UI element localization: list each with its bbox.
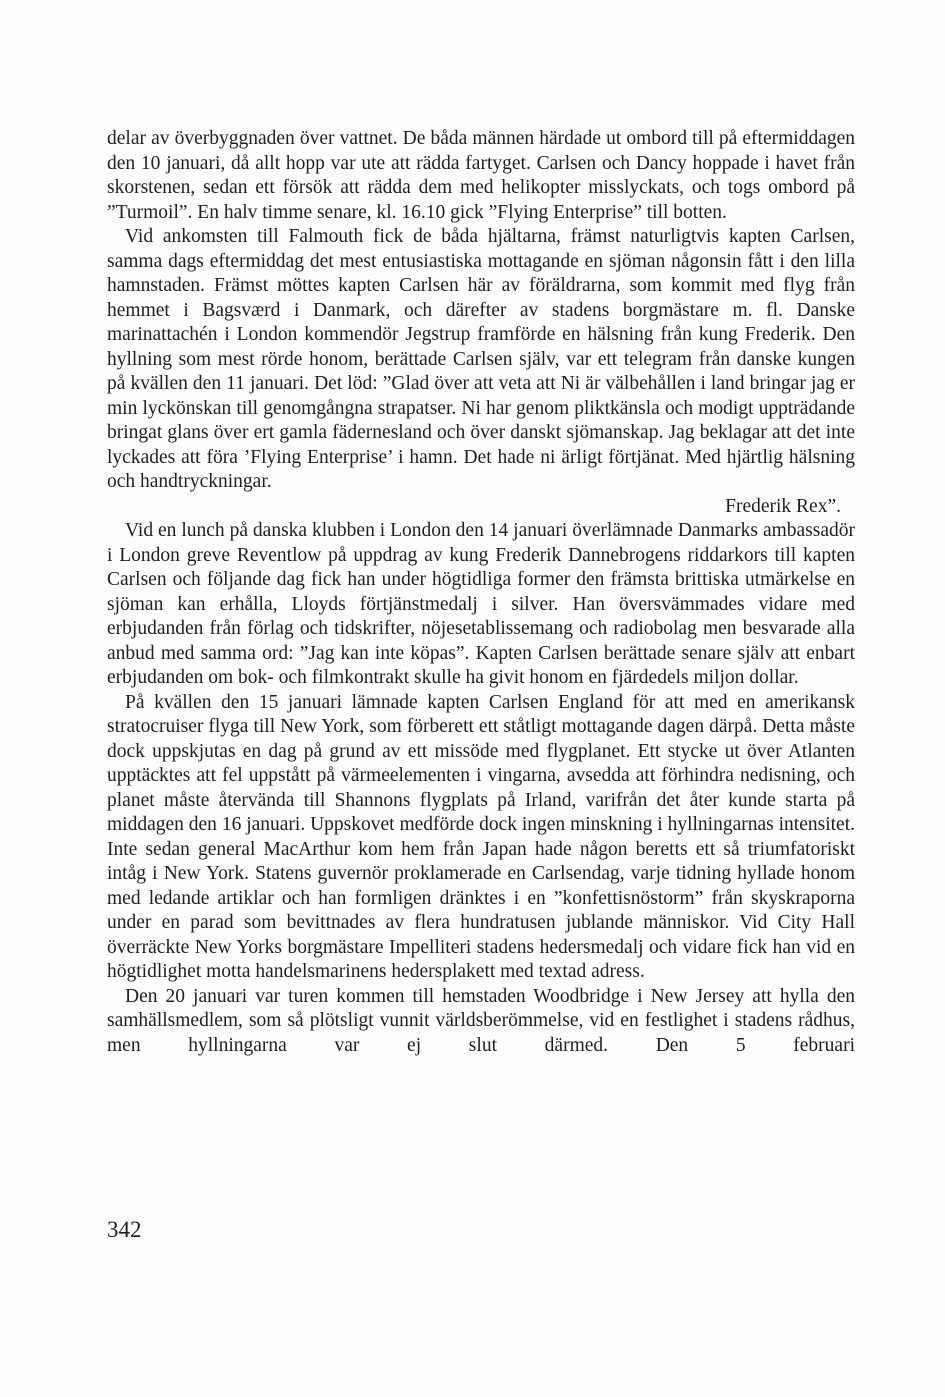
body-text bbox=[107, 127, 855, 1058]
paragraph-1: delar av överbyggnaden över vattnet. De båda männen härdade ut ombord till på eftermiddagen den 10 januari, då allt hopp var ute att rädda fartyget. Carlsen och Dancy hoppade i havet från skorstenen, sedan ett försök att rädda dem med helikopter misslyckats, och togs ombord på ”Turmoil”. En halv timme senare, kl. 16.10 gick ”Flying Enterprise” till botten. bbox=[107, 128, 855, 223]
page-number: 342 bbox=[107, 1217, 142, 1242]
paragraph-3: Vid en lunch på danska klubben i London den 14 januari överlämnade Danmarks ambassadör i London greve Reventlow på uppdrag av kung Frederik Dannebrogens riddarkors till kapten Carlsen och följande dag fick han under högtidliga former den främsta brittiska utmärkelse en sjöman kan erhålla, Lloyds förtjänstmedalj i silver. Han översvämmades vidare med erbjudanden från förlag och tidskrifter, nöjesetablissemang och radiobolag men besvarade alla anbud med samma ord: ”Jag kan inte köpas”. Kapten Carlsen berättade senare själv att enbart erbjudanden om bok- och filmkontrakt skulle ha givit honom en fjärdedels miljon dollar. bbox=[107, 520, 855, 688]
paragraph-2: Vid ankomsten till Falmouth fick de båda hjältarna, främst naturligtvis kapten Carlsen, samma dags eftermiddag det mest entusiastiska mottagande en sjöman någonsin fått i den lilla hamnstaden. Främst möttes kapten Carlsen här av föräldrarna, som kommit med flyg från hemmet i Bagsværd i Danmark, och därefter av stadens borgmästare m. fl. Danske marinattachén i London kommendör Jegstrup framförde en hälsning från kung Frederik. Den hyllning som mest rörde honom, berättade Carlsen själv, var ett telegram från danske kungen på kvällen den 11 januari. Det löd: ”Glad över att veta att Ni är välbehållen i land bringar jag er min lyckönskan till genomgångna strapatser. Ni har genom pliktkänsla och modigt uppträdande bringat glans över ert gamla fädernesland och över danskt sjömanskap. Jag beklagar att det inte lyckades att föra ’Flying Enterprise’ i hamn. Det hade ni ärligt förtjänat. Med hjärtlig hälsning och handtryckningar. bbox=[107, 226, 855, 492]
telegram-signature: Frederik Rex”. bbox=[725, 495, 841, 517]
paragraph-5: Den 20 januari var turen kommen till hemstaden Woodbridge i New Jersey att hylla den samhällsmedlem, som så plötsligt vunnit världsberömmelse, vid en festlighet i stadens rådhus, men hyllningarna var ej slut därmed. Den 5 februari bbox=[107, 985, 855, 1056]
paragraph-4: På kvällen den 15 januari lämnade kapten Carlsen England för att med en amerikansk stratocruiser flyga till New York, som förberett ett ståtligt mottagande dagen därpå. Detta måste dock uppskjutas en dag på grund av ett missöde med flygplanet. Ett stycke ut över Atlanten upptäcktes att fel uppstått på värmeelementen i vingarna, avsedda att förhindra nedisning, och planet måste återvända till Shannons flygplats på Irland, varifrån det åter kunde starta på middagen den 16 januari. Uppskovet medförde dock ingen minskning i hyllningarnas intensitet. Inte sedan general MacArthur kom hem från Japan hade någon beretts ett så triumfatoriskt intåg i New York. Statens guvernör proklamerade en Carlsendag, varje tidning hyllade honom med ledande artiklar och han formligen dränktes i en ”konfettisnöstorm” från skyskraporna under en parad som bevittnades av flera hundratusen jublande människor. Vid City Hall överräckte New Yorks borgmästare Impelliteri stadens hedersmedalj och vidare fick han vid en högtidlighet motta handelsmarinens hedersplakett med textad adress. bbox=[107, 691, 855, 982]
